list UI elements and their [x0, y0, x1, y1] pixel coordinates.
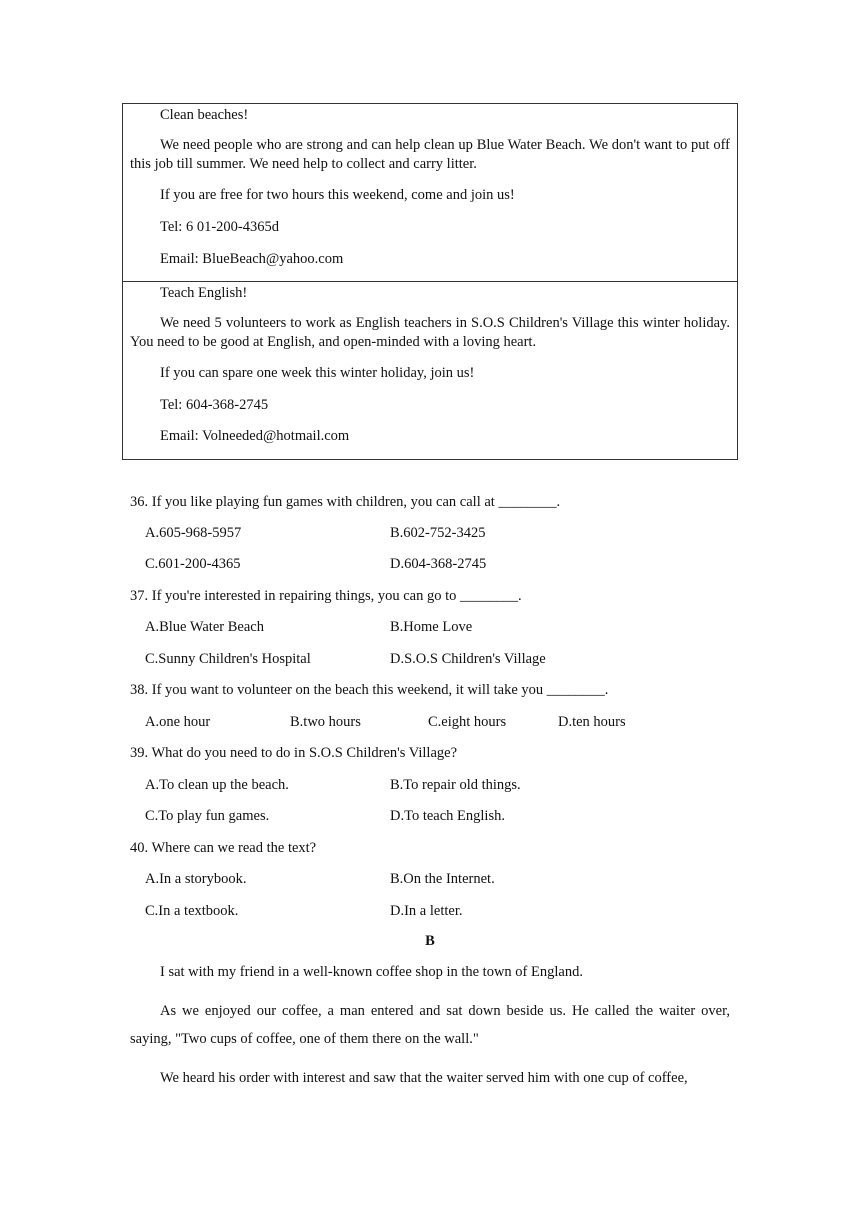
- option-c: C.To play fun games.: [145, 808, 270, 824]
- option-a: A.Blue Water Beach: [145, 619, 264, 635]
- notice-email: Email: BlueBeach@yahoo.com: [160, 251, 344, 267]
- option-d: D.To teach English.: [390, 808, 505, 824]
- question-37: 37. If you're interested in repairing things, you can go to ________.: [130, 588, 522, 604]
- option-a: A.605-968-5957: [145, 525, 242, 541]
- option-b: B.Home Love: [390, 619, 473, 635]
- option-c: C.In a textbook.: [145, 903, 239, 919]
- option-d: D.ten hours: [558, 714, 626, 730]
- notice-email: Email: Volneeded@hotmail.com: [160, 428, 350, 444]
- question-40: 40. Where can we read the text?: [130, 840, 317, 856]
- option-a: A.To clean up the beach.: [145, 777, 289, 793]
- option-d: D.S.O.S Children's Village: [390, 651, 546, 667]
- notice-body: We need 5 volunteers to work as English teachers in S.O.S Children's Village this winter holiday. You need to be good at English, and open-minded with a loving heart.: [130, 315, 730, 350]
- section-heading-b: B: [425, 933, 435, 949]
- notice-title: Teach English!: [160, 285, 248, 301]
- option-b: B.602-752-3425: [390, 525, 486, 541]
- option-a: A.In a storybook.: [145, 871, 247, 887]
- notice-body: We need people who are strong and can help clean up Blue Water Beach. We don't want to put off this job till summer. We need help to collect and carry litter.: [130, 137, 730, 172]
- notice-title: Clean beaches!: [160, 107, 249, 123]
- passage-paragraph-2: As we enjoyed our coffee, a man entered and sat down beside us. He called the waiter over, saying, "Two cups of coffee, one of them there on the wall.": [130, 1003, 730, 1047]
- notice-invite: If you can spare one week this winter holiday, join us!: [160, 365, 475, 381]
- option-a: A.one hour: [145, 714, 211, 730]
- notice-tel: Tel: 6 01-200-4365d: [160, 219, 279, 235]
- question-38: 38. If you want to volunteer on the beach this weekend, it will take you ________.: [130, 682, 609, 698]
- option-c: C.eight hours: [428, 714, 507, 730]
- notice-tel: Tel: 604-368-2745: [160, 397, 269, 413]
- notice-invite: If you are free for two hours this weekend, come and join us!: [160, 187, 515, 203]
- option-c: C.Sunny Children's Hospital: [145, 651, 311, 667]
- option-c: C.601-200-4365: [145, 556, 241, 572]
- passage-paragraph-1: I sat with my friend in a well-known coffee shop in the town of England.: [160, 964, 583, 980]
- option-b: B.On the Internet.: [390, 871, 495, 887]
- option-b: B.To repair old things.: [390, 777, 521, 793]
- question-39: 39. What do you need to do in S.O.S Children's Village?: [130, 745, 458, 761]
- option-d: D.In a letter.: [390, 903, 463, 919]
- question-36: 36. If you like playing fun games with children, you can call at ________.: [130, 494, 561, 510]
- passage-paragraph-3: We heard his order with interest and saw that the waiter served him with one cup of coffee,: [160, 1070, 688, 1086]
- option-d: D.604-368-2745: [390, 556, 487, 572]
- option-b: B.two hours: [290, 714, 361, 730]
